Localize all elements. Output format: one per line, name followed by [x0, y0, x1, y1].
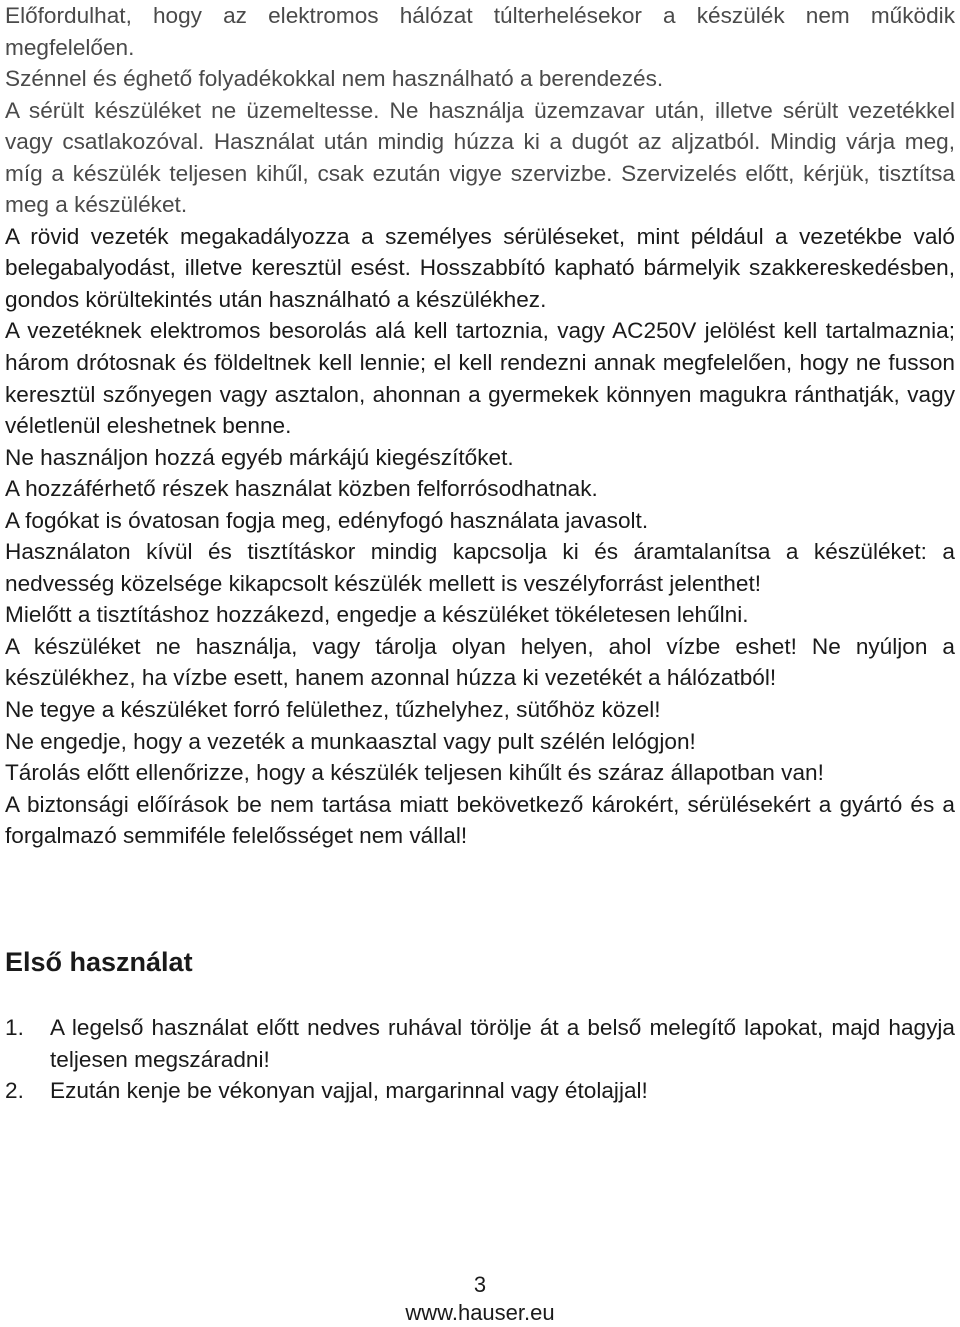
warning-paragraph: A fogókat is óvatosan fogja meg, edényfogó használata javasolt.: [5, 507, 649, 533]
step-text: A legelső használat előtt nedves ruhával törölje át a belső melegítő lapokat, majd hagyja teljesen megszáradni!: [50, 1015, 955, 1072]
warning-paragraph: Használaton kívül és tisztításkor mindig kapcsolja ki és áramtalanítsa a készüléket: a nedvesség közelsége kikapcsolt készülék mellett is veszélyforrást jelenthet!: [5, 539, 955, 596]
step-number: 2.: [5, 1078, 24, 1104]
website-url: www.hauser.eu: [405, 1300, 555, 1325]
warning-paragraph: A rövid vezeték megakadályozza a személyes sérüléseket, mint például a vezetékbe való belegabalyodást, illetve keresztül esést. Hosszabbító kapható bármelyik szakkereskedésben, gondos körültekintés után használható a készülékhez.: [5, 223, 955, 312]
list-item: [5, 1012, 955, 1075]
section-heading: Első használat: [5, 947, 193, 977]
warning-paragraph: A készüléket ne használja, vagy tárolja olyan helyen, ahol vízbe eshet! Ne nyúljon a készülékhez, ha vízbe esett, hanem azonnal húzza ki vezetékét a hálózatból!: [5, 633, 955, 691]
warning-paragraph: A hozzáférhető részek használat közben felforrósodhatnak.: [5, 476, 598, 502]
warning-paragraph: Ne tegye a készüléket forró felülethez, tűzhelyhez, sütőhöz közel!: [5, 697, 661, 723]
warning-paragraph: A biztonsági előírások be nem tartása miatt bekövetkező károkért, sérülésekért a gyártó és a forgalmazó semmiféle felelősséget nem vállal!: [5, 791, 955, 849]
warning-paragraph: Előfordulhat, hogy az elektromos hálózat túlterhelésekor a készülék nem működik megfelelően.: [5, 3, 955, 60]
warning-paragraph: A sérült készüléket ne üzemeltesse. Ne használja üzemzavar után, illetve sérült vezetékkel vagy csatlakozóval. Használat után mindig húzza ki a dugót az aljzatból. Mindig várja meg, míg a készülék teljesen kihűl, csak ezután vigye szervizbe. Szervizelés előtt, kérjük, tisztítsa meg a készüléket.: [5, 97, 955, 218]
warning-paragraph: Szénnel és éghető folyadékokkal nem használható a berendezés.: [5, 66, 664, 92]
safety-warnings: [5, 0, 955, 852]
warning-paragraph: Ne engedje, hogy a vezeték a munkaasztal vagy pult szélén lelógjon!: [5, 728, 696, 754]
warning-paragraph: Mielőtt a tisztításhoz hozzákezd, engedje a készüléket tökéletesen lehűlni.: [5, 602, 749, 628]
step-number: 1.: [5, 1015, 24, 1040]
list-item: [5, 1075, 955, 1107]
page-number: 3: [473, 1272, 487, 1297]
page-footer: [0, 1271, 960, 1327]
first-use-steps: [5, 1012, 955, 1107]
step-text: Ezután kenje be vékonyan vajjal, margarinnal vagy étolajjal!: [50, 1078, 648, 1104]
warning-paragraph: Tárolás előtt ellenőrizze, hogy a készülék teljesen kihűlt és száraz állapotban van!: [5, 760, 824, 786]
warning-paragraph: Ne használjon hozzá egyéb márkájú kiegészítőket.: [5, 444, 514, 470]
warning-paragraph: A vezetéknek elektromos besorolás alá kell tartoznia, vagy AC250V jelölést kell tartalmaznia; három drótosnak és földeltnek kell lennie; el kell rendezni annak megfelelően, hogy ne fusson keresztül szőnyegen vagy asztalon, ahonnan a gyermekek könnyen magukra ránthatják, vagy véletlenül eleshetnek benne.: [5, 318, 955, 439]
